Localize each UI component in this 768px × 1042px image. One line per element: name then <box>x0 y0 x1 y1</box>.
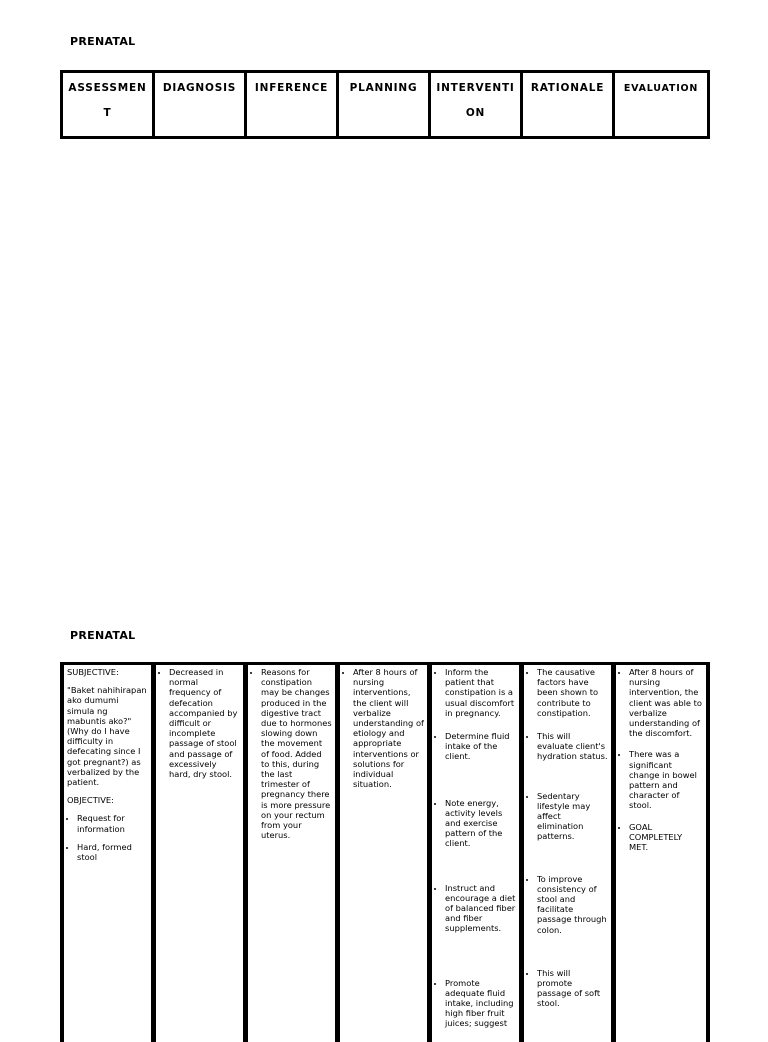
rationale-item: • To improve consistency of stool and facilitate passage through colon. <box>537 874 608 935</box>
header-cell-evaluation <box>615 73 707 136</box>
care-plan-header-table <box>60 70 710 139</box>
diagnosis-cell <box>155 665 247 1042</box>
assessment-cell <box>63 665 155 1042</box>
objective-item: • Hard, formed stool <box>77 842 148 862</box>
objective-label: OBJECTIVE: <box>67 795 114 806</box>
rationale-item: • This will evaluate client's hydration status. <box>537 731 608 762</box>
intervention-item: • Inform the patient that constipation is a usual discomfort in pregnancy. <box>445 667 516 718</box>
planning-cell <box>339 665 431 1042</box>
intervention-item: • Promote adequate fluid intake, including high fiber fruit juices; suggest <box>445 978 516 1029</box>
column-header-evaluation: EVALUATION <box>623 83 699 94</box>
header-cell-planning <box>339 73 431 136</box>
care-plan-body-table <box>60 662 710 1042</box>
page-heading-prenatal: PRENATAL <box>70 35 136 48</box>
rationale-item: • The causative factors have been shown to contribute to constipation. <box>537 667 608 718</box>
column-header-planning: PLANNING <box>349 82 418 94</box>
column-header-diagnosis: DIAGNOSIS <box>162 82 237 94</box>
rationale-cell <box>523 665 615 1042</box>
evaluation-item: • GOAL COMPLETELY MET. <box>629 822 703 853</box>
column-header-assessment: ASSESSMEN T <box>68 82 147 119</box>
header-cell-intervention <box>431 73 523 136</box>
column-header-rationale: RATIONALE <box>530 82 605 94</box>
rationale-item: • This will promote passage of soft stool. <box>537 968 608 1009</box>
header-cell-inference <box>247 73 339 136</box>
subjective-quote: "Baket nahihirapan ako dumumi simula ng mabuntis ako?" (Why do I have difficulty in defecating since I got pregnant?) as verbalized by the patient. <box>67 685 147 788</box>
evaluation-item: • There was a significant change in bowel pattern and character of stool. <box>629 749 703 810</box>
intervention-item: • Note energy, activity levels and exercise pattern of the client. <box>445 798 516 849</box>
evaluation-cell <box>615 665 707 1042</box>
inference-item: • Reasons for constipation may be changes produced in the digestive tract due to hormones slowing down the movement of food. Added to this, during the last trimester of pregnancy there is more pressure on your rectum from your uterus. <box>261 667 332 840</box>
subjective-label: SUBJECTIVE: <box>67 667 119 677</box>
evaluation-item: • After 8 hours of nursing intervention, the client was able to verbalize understanding of the discomfort. <box>629 667 703 738</box>
rationale-item: • Sedentary lifestyle may affect elimination patterns. <box>537 791 608 842</box>
intervention-item: • Determine fluid intake of the client. <box>445 731 516 762</box>
inference-cell <box>247 665 339 1042</box>
column-header-intervention: INTERVENTI ON <box>436 82 515 119</box>
planning-item: • After 8 hours of nursing interventions, the client will verbalize understanding of etiology and appropriate interventions or solutions for individual situation. <box>353 667 424 789</box>
header-cell-rationale <box>523 73 615 136</box>
objective-item: • Request for information <box>77 813 148 833</box>
header-cell-assessment <box>63 73 155 136</box>
header-cell-diagnosis <box>155 73 247 136</box>
intervention-cell <box>431 665 523 1042</box>
diagnosis-item: • Decreased in normal frequency of defecation accompanied by difficult or incomplete passage of stool and passage of excessively hard, dry stool. <box>169 667 240 779</box>
intervention-item: • Instruct and encourage a diet of balanced fiber and fiber supplements. <box>445 883 516 934</box>
column-header-inference: INFERENCE <box>254 82 329 94</box>
page-heading-prenatal-2: PRENATAL <box>70 629 136 642</box>
